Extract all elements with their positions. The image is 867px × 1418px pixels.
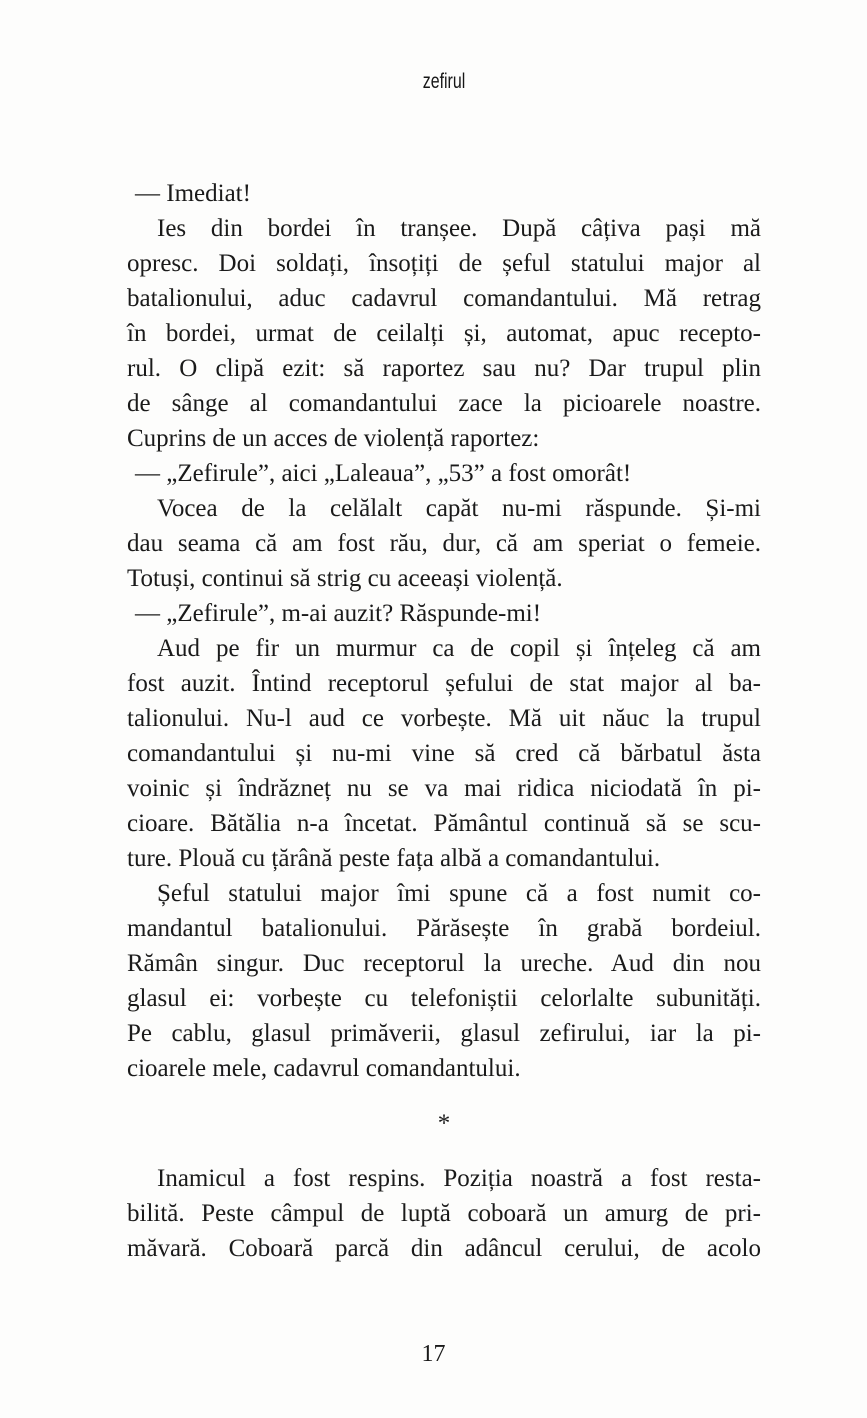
text-line: opresc. Doi soldați, însoțiți de șeful statului major al — [127, 250, 761, 277]
text-line: rul. O clipă ezit: să raportez sau nu? Dar trupul plin — [127, 355, 761, 382]
text-line: — „Zefirule”, m-ai auzit? Răspunde-mi! — [135, 600, 542, 627]
text-line: comandantului și nu-mi vine să cred că bărbatul ăsta — [127, 740, 761, 767]
text-line: Vocea de la celălalt capăt nu-mi răspunde. Și-mi — [157, 495, 761, 522]
text-line: ture. Plouă cu țărână peste fața albă a comandantului. — [127, 845, 661, 872]
dialogue-paragraph — [127, 596, 761, 631]
text-line: în bordei, urmat de ceilalți și, automat, apuc recepto- — [127, 320, 761, 347]
running-header-title: zefirul — [422, 70, 466, 93]
section-separator: * — [437, 1110, 451, 1137]
text-line: Totuși, continui să strig cu aceeași violență. — [127, 565, 563, 592]
text-line: — „Zefirule”, aici „Laleaua”, „53” a fost omorât! — [135, 460, 632, 487]
paragraph — [127, 876, 761, 1086]
text-line: glasul ei: vorbește cu telefoniștii celorlalte subunități. — [127, 985, 761, 1012]
text-line: Pe cablu, glasul primăverii, glasul zefirului, iar la pi- — [127, 1020, 761, 1047]
paragraph — [127, 491, 761, 596]
text-line: batalionului, aduc cadavrul comandantului. Mă retrag — [127, 285, 761, 312]
text-line: voinic și îndrăzneț nu se va mai ridica niciodată în pi- — [127, 775, 761, 802]
text-line: Inamicul a fost respins. Poziția noastră a fost resta- — [157, 1165, 761, 1192]
text-line: Ies din bordei în tranșee. După câțiva pași mă — [157, 215, 761, 242]
text-line: bilită. Peste câmpul de luptă coboară un amurg de pri- — [127, 1200, 761, 1227]
page-number: 17 — [421, 1341, 446, 1367]
text-line: fost auzit. Întind receptorul șefului de stat major al ba- — [127, 670, 761, 697]
paragraph — [127, 211, 761, 456]
text-line: de sânge al comandantului zace la picioarele noastre. — [127, 390, 761, 417]
page-footer — [0, 1338, 867, 1370]
dialogue-paragraph — [127, 456, 761, 491]
text-line: cioare. Bătălia n-a încetat. Pământul continuă să se scu- — [127, 810, 761, 837]
paragraph — [127, 631, 761, 876]
text-line: mandantul batalionului. Părăsește în grabă bordeiul. — [127, 915, 761, 942]
text-line: dau seama că am fost rău, dur, că am speriat o femeie. — [127, 530, 761, 557]
text-block — [127, 176, 761, 1266]
text-line: — Imediat! — [135, 180, 251, 207]
text-line: Cuprins de un acces de violență raportez: — [127, 425, 540, 452]
text-line: măvară. Coboară parcă din adâncul cerului, de acolo — [127, 1235, 761, 1262]
dialogue-paragraph — [127, 176, 761, 211]
text-line: Șeful statului major îmi spune că a fost numit co- — [157, 880, 761, 907]
paragraph — [127, 1161, 761, 1266]
running-header — [127, 70, 761, 94]
text-line: cioarele mele, cadavrul comandantului. — [127, 1055, 521, 1082]
text-line: Rămân singur. Duc receptorul la ureche. Aud din nou — [127, 950, 761, 977]
text-line: Aud pe fir un murmur ca de copil și înțeleg că am — [157, 635, 761, 662]
text-line: talionului. Nu-l aud ce vorbește. Mă uit năuc la trupul — [127, 705, 761, 732]
